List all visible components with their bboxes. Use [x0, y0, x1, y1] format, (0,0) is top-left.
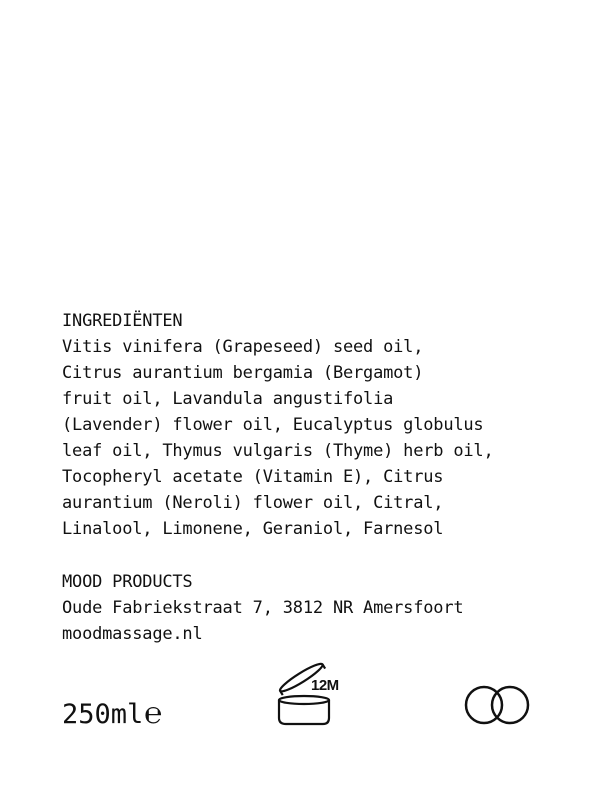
volume-label: [62, 696, 162, 733]
company-address: Oude Fabriekstraat 7, 3812 NR Amersfoort: [62, 598, 464, 618]
ingredients-list: Vitis vinifera (Grapeseed) seed oil, Citrus aurantium bergamia (Bergamot) fruit oil, Lavandula angustifolia (Lavender) flower oil, Eucalyptus globulus leaf oil, Thymus vulgaris (Thyme) herb oil, Tocopheryl acetate (Vitamin E), Citrus aurantium (Neroli) flower oil, Citral, Linalool, Limonene, Geraniol, Farnesol: [62, 337, 494, 539]
ingredients-section: [62, 308, 562, 542]
volume-amount: 250ml: [62, 699, 144, 730]
pao-label: 12M: [311, 677, 339, 694]
ingredients-heading: INGREDIËNTEN: [62, 311, 183, 331]
interlocking-rings-icon: [460, 684, 534, 726]
estimated-sign-icon: ℮: [144, 696, 163, 731]
company-website: moodmassage.nl: [62, 624, 203, 644]
company-info: [62, 569, 562, 647]
company-name: MOOD PRODUCTS: [62, 572, 193, 592]
open-jar-icon: [274, 660, 344, 730]
